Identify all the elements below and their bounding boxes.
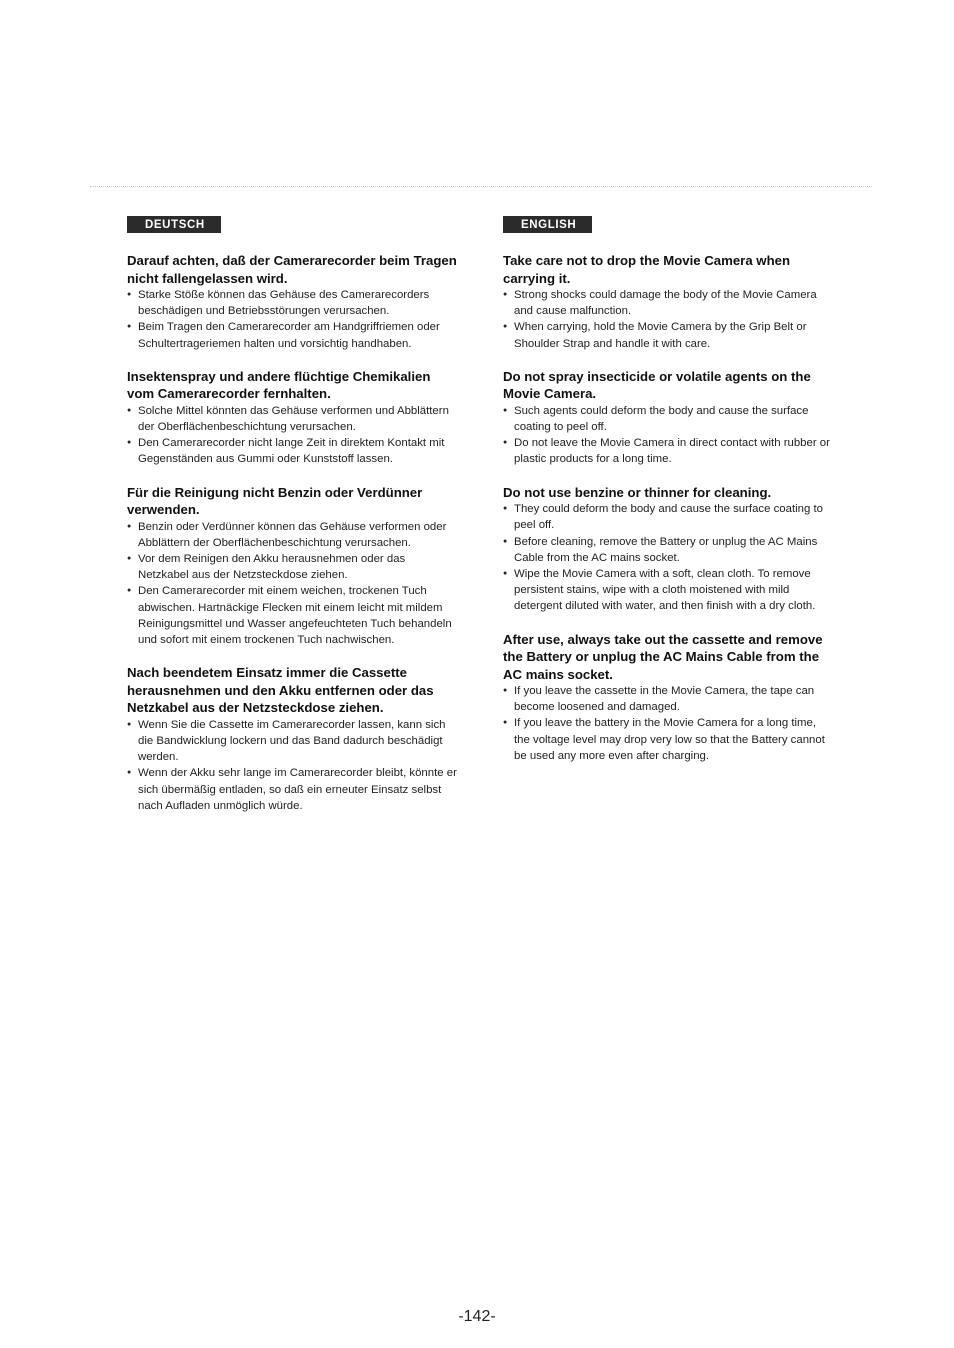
section-en-3 (503, 484, 833, 615)
bullet-item: ● If you leave the cassette in the Movie Camera, the tape can become loosened and damaged. (503, 683, 833, 715)
section-title: After use, always take out the cassette and remove the Battery or unplug the AC Mains Cable from the AC mains socket. (503, 631, 823, 682)
bullet-item: ● Do not leave the Movie Camera in direct contact with rubber or plastic products for a long time. (503, 435, 833, 467)
bullet-item: ● If you leave the battery in the Movie Camera for a long time, the voltage level may drop very low so that the Battery cannot be used any more even after charging. (503, 715, 833, 764)
top-divider (90, 186, 872, 187)
bullet-item: ● Den Camerarecorder mit einem weichen, trockenen Tuch abwischen. Hartnäckige Flecken mit einem leicht mit mildem Reinigungsmittel und Wasser angefeuchteten Tuch behandeln und sofort mit einem trockenen Tuch nachwischen. (127, 583, 457, 648)
bullet-item: ● Strong shocks could damage the body of the Movie Camera and cause malfunction. (503, 287, 833, 319)
section-en-4 (503, 631, 833, 765)
section-de-2 (127, 368, 457, 468)
bullet-item: ● Den Camerarecorder nicht lange Zeit in direktem Kontakt mit Gegenständen aus Gummi oder Kunststoff lassen. (127, 435, 457, 467)
section-en-1 (503, 252, 833, 352)
bullet-item: ● Benzin oder Verdünner können das Gehäuse verformen oder Abblättern der Oberflächenbeschichtung verursachen. (127, 519, 457, 551)
section-title: Nach beendetem Einsatz immer die Cassette herausnehmen und den Akku entfernen oder das Netzkabel aus der Netzsteckdose ziehen. (127, 665, 434, 716)
section-de-3 (127, 484, 457, 649)
bullet-item: ● When carrying, hold the Movie Camera by the Grip Belt or Shoulder Strap and handle it with care. (503, 319, 833, 351)
section-title: Darauf achten, daß der Camerarecorder beim Tragen nicht fallengelassen wird. (127, 253, 457, 286)
section-title: Take care not to drop the Movie Camera when carrying it. (503, 253, 791, 286)
section-title: Do not spray insecticide or volatile agents on the Movie Camera. (503, 368, 811, 402)
language-label-english: ENGLISH (503, 216, 592, 233)
bullet-item: ● Beim Tragen den Camerarecorder am Handgriffriemen oder Schultertrageriemen halten und vorsichtig handhaben. (127, 319, 457, 351)
bullet-item: ● Starke Stöße können das Gehäuse des Camerarecorders beschädigen und Betriebsstörungen verursachen. (127, 287, 457, 319)
language-label-deutsch: DEUTSCH (127, 216, 221, 233)
bullet-item: ● Wenn der Akku sehr lange im Camerarecorder bleibt, könnte er sich übermäßig entladen, so daß ein erneuter Einsatz selbst nach Aufladen unmöglich würde. (127, 765, 457, 814)
section-de-4 (127, 664, 457, 814)
bullet-item: ● Solche Mittel könnten das Gehäuse verformen und Abblättern der Oberflächenbeschichtung verursachen. (127, 403, 457, 435)
bullet-item: ● Wenn Sie die Cassette im Camerarecorder lassen, kann sich die Bandwicklung lockern und das Band dadurch beschädigt werden. (127, 717, 457, 766)
column-deutsch (127, 215, 457, 830)
bullet-item: ● They could deform the body and cause the surface coating to peel off. (503, 501, 833, 533)
bullet-item: ● Before cleaning, remove the Battery or unplug the AC Mains Cable from the AC mains socket. (503, 534, 833, 566)
section-de-1 (127, 252, 457, 352)
section-en-2 (503, 368, 833, 468)
bullet-item: ● Such agents could deform the body and cause the surface coating to peel off. (503, 403, 833, 435)
column-english (503, 215, 833, 780)
bullet-item: ● Wipe the Movie Camera with a soft, clean cloth. To remove persistent stains, wipe with a cloth moistened with mild detergent diluted with water, and then finish with a dry cloth. (503, 566, 833, 615)
section-title: Insektenspray und andere flüchtige Chemikalien vom Camerarecorder fernhalten. (127, 368, 431, 402)
page-number: -142- (458, 1308, 496, 1325)
bullet-item: ● Vor dem Reinigen den Akku herausnehmen oder das Netzkabel aus der Netzsteckdose ziehen. (127, 551, 457, 583)
section-title: Do not use benzine or thinner for cleaning. (503, 484, 772, 500)
section-title: Für die Reinigung nicht Benzin oder Verdünner verwenden. (127, 484, 423, 518)
